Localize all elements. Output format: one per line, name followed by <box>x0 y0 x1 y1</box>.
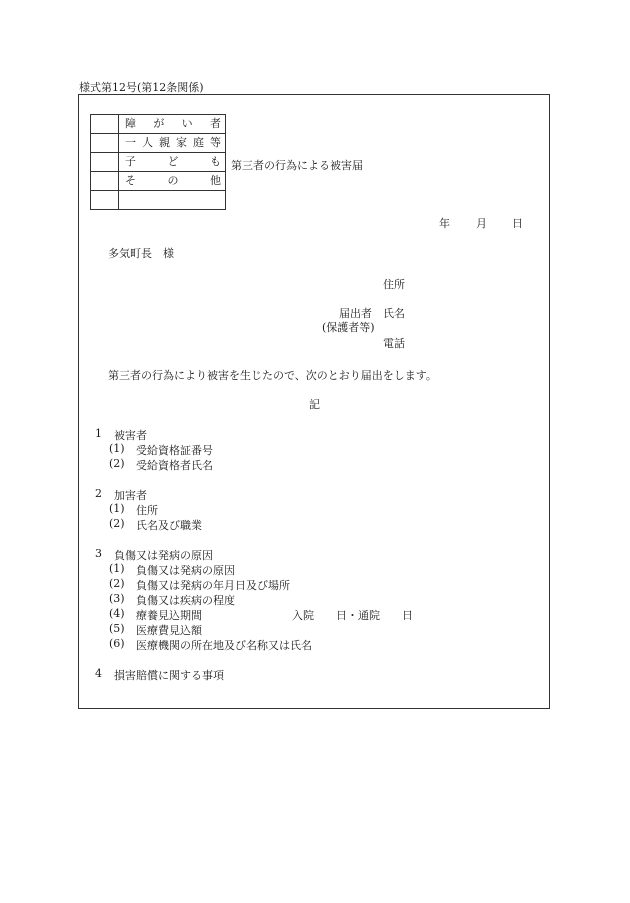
category-label-text: 一 人 親 家 庭 等 <box>125 136 221 149</box>
address-label: 住所 <box>383 278 405 291</box>
category-checkbox-cell[interactable] <box>91 153 119 172</box>
item-text: 受給資格者氏名 <box>136 459 213 472</box>
item-extra: 入院 日・通院 日 <box>292 609 413 622</box>
item-text: 療養見込期間 <box>136 609 202 622</box>
phone-label: 電話 <box>383 337 405 350</box>
category-checkbox-cell[interactable] <box>91 134 119 153</box>
category-label-text: 障 が い 者 <box>125 117 221 130</box>
category-label-text: そ の 他 <box>125 174 221 187</box>
category-table <box>90 114 226 210</box>
item-text: 受給資格証番号 <box>136 444 213 457</box>
item-text: 負傷又は疾病の程度 <box>136 594 235 607</box>
section-title: 負傷又は発病の原因 <box>114 549 213 562</box>
category-label <box>119 153 226 172</box>
category-row <box>91 153 226 172</box>
item-text: 氏名及び職業 <box>136 519 202 532</box>
item-text: 医療機関の所在地及び名称又は氏名 <box>136 639 312 652</box>
section-title: 加害者 <box>114 489 147 502</box>
section-title: 被害者 <box>114 429 147 442</box>
category-checkbox-cell[interactable] <box>91 115 119 134</box>
category-label <box>119 191 226 210</box>
form-label: 様式第12号(第12条関係) <box>79 81 204 94</box>
item-number: (4) <box>109 607 125 620</box>
section-number: 3 <box>95 547 102 560</box>
item-number: (2) <box>109 577 125 590</box>
category-row <box>91 115 226 134</box>
date-month: 月 <box>476 217 487 230</box>
guardian-label: (保護者等) <box>322 321 375 334</box>
category-checkbox-cell[interactable] <box>91 191 119 210</box>
item-text: 住所 <box>136 504 158 517</box>
item-text: 医療費見込額 <box>136 624 202 637</box>
section-number: 1 <box>95 427 102 440</box>
date-day: 日 <box>512 217 523 230</box>
category-checkbox-cell[interactable] <box>91 172 119 191</box>
item-number: (6) <box>109 637 125 650</box>
category-row <box>91 172 226 191</box>
item-text: 負傷又は発病の年月日及び場所 <box>136 579 290 592</box>
category-label <box>119 172 226 191</box>
category-label <box>119 134 226 153</box>
section-number: 4 <box>95 667 102 680</box>
category-row <box>91 191 226 210</box>
item-number: (1) <box>109 442 125 455</box>
item-number: (2) <box>109 517 125 530</box>
item-number: (2) <box>109 457 125 470</box>
item-number: (1) <box>109 502 125 515</box>
item-number: (5) <box>109 622 125 635</box>
date-year: 年 <box>439 217 450 230</box>
item-number: (1) <box>109 562 125 575</box>
document-title: 第三者の行為による被害届 <box>231 159 363 172</box>
category-label <box>119 115 226 134</box>
intro-text: 第三者の行為により被害を生じたので、次のとおり届出をします。 <box>108 369 437 382</box>
applicant-name-label: 届出者 氏名 <box>339 307 405 320</box>
item-number: (3) <box>109 592 125 605</box>
addressee: 多気町長 様 <box>108 247 174 260</box>
section-title: 損害賠償に関する事項 <box>114 669 224 682</box>
item-text: 負傷又は発病の原因 <box>136 564 235 577</box>
category-label-text: 子 ど も <box>125 155 221 168</box>
note-heading: 記 <box>309 398 320 411</box>
section-number: 2 <box>95 487 102 500</box>
category-row <box>91 134 226 153</box>
